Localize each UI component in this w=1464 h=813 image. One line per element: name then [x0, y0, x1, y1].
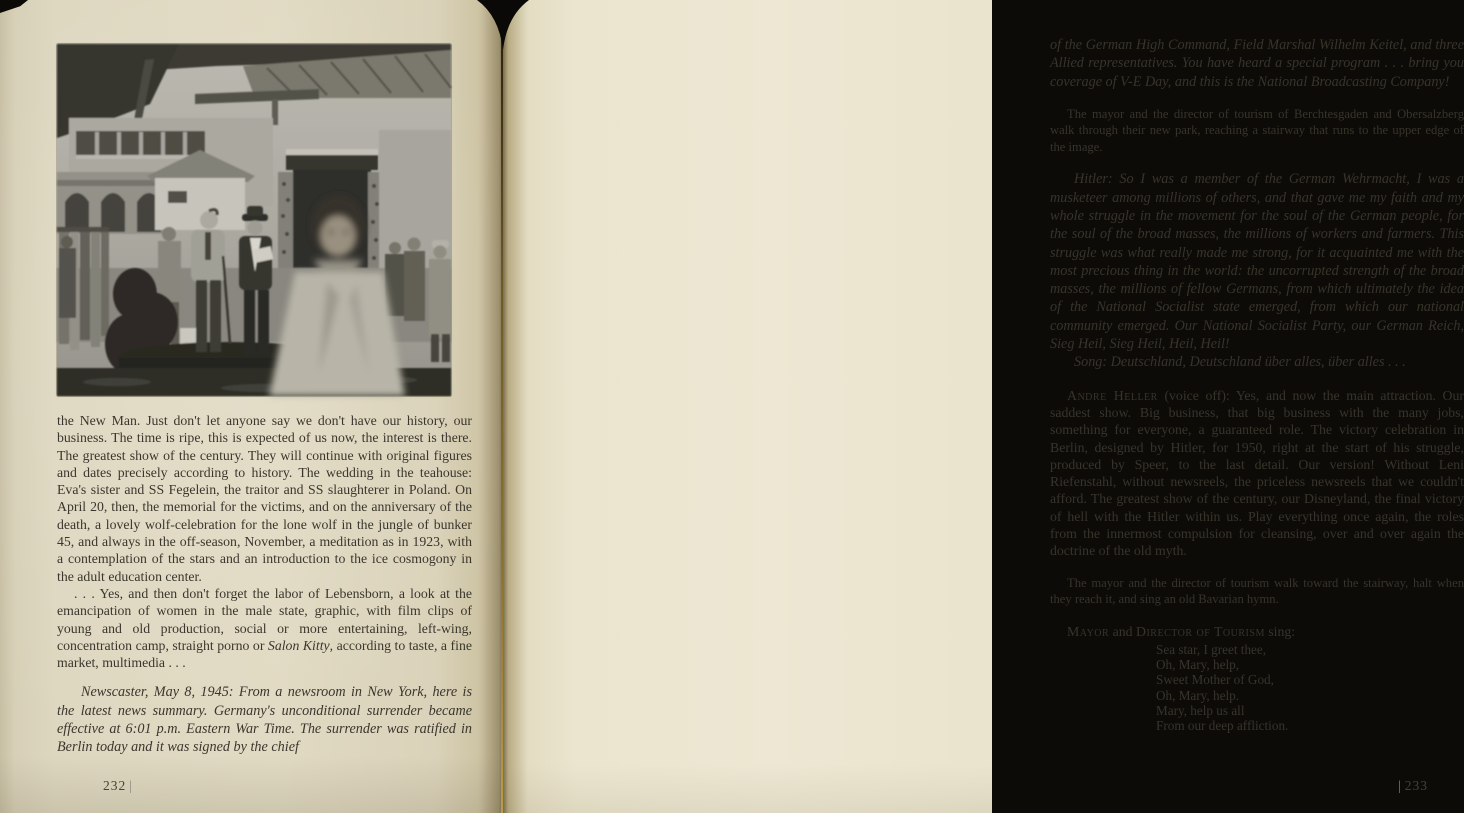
folio-number: 232	[103, 778, 127, 793]
lebensborn-text-after: , according to taste, a fine market, multimedia . . .	[57, 637, 472, 671]
stage-photo	[57, 44, 451, 396]
stage-direction-stairway: The mayor and the director of tourism walk toward the stairway, halt when they reach it, and sing an old Bavarian hymn.	[1050, 575, 1464, 607]
right-text-column	[1050, 36, 1464, 733]
gutter-line	[501, 0, 503, 813]
paragraph-lebensborn	[57, 585, 472, 671]
left-page	[0, 0, 502, 813]
speaker-director-of-tourism: Director of Tourism	[1136, 623, 1265, 639]
right-page-number	[1395, 778, 1428, 794]
folio-separator: |	[1398, 778, 1402, 793]
stage-photo-art	[57, 44, 451, 396]
speaker-andre-heller: Andre Heller	[1067, 387, 1158, 403]
sing-cue-line	[1050, 623, 1464, 640]
paragraph-hitler: Hitler: So I was a member of the German Wehrmacht, I was a musketeer among millions of others, and that gave me my faith and my whole struggle in the movement for the soul of the German people, for the soul of the broad masses, the millions of workers and farmers. This struggle was what really made me strong, for it acquainted me with the most precious thing in the world: the uncorrupted strength of the broad masses, the millions of fellow Germans, from which ultimately the idea of the National Socialist state emerged, from which our national community emerged. Our National Socialist Party, our German Reich, Sieg Heil, Sieg Heil, Heil, Heil!	[1050, 171, 1464, 353]
left-text-column	[57, 412, 472, 757]
speaker-mayor: Mayor	[1067, 623, 1110, 639]
sing-verb: sing:	[1268, 623, 1296, 639]
hymn-line: Sea star, I greet thee,	[1156, 641, 1267, 657]
left-page-number	[103, 778, 136, 794]
hymn-line: Sweet Mother of God,	[1156, 672, 1274, 688]
hymn-line: Oh, Mary, help,	[1156, 657, 1240, 673]
paragraph-newscaster-continued: of the German High Command, Field Marshal Wilhelm Keitel, and three Allied representatives. You have heard a special program . . . bring you coverage of V-E Day, and this is the National Broadcasting Company!	[1050, 37, 1464, 90]
right-page	[502, 0, 1464, 813]
heller-parenthetical: (voice off):	[1164, 387, 1230, 403]
hymn-verse	[1156, 642, 1464, 733]
stage-direction-walk: The mayor and the director of tourism of Berchtesgaden and Obersalzberg walk through their new park, reaching a stairway that runs to the upper edge of the image.	[1050, 106, 1464, 154]
gutter-top-notch	[477, 0, 529, 50]
hymn-line: From our deep affliction.	[1156, 717, 1289, 733]
sing-conjunction: and	[1112, 623, 1133, 639]
heller-speech: Yes, and now the main attraction. Our saddest show. Big business, that big business with the many jobs, something for everyone, a guaranteed role. The victory celebration in Berlin, designed by Hitler, for 1950, right at the start of his struggle, produced by Speer, to the last detail. Our version! Without Leni Riefenstahl, without newsreels, the priceless newsreels that we couldn't afford. The greatest show of the century, our Disneyland, the final victory of hell with the Hitler within us. Play everything once again, the roles from the innermost compulsion for cleansing, over and over again the doctrine of the old myth.	[1050, 387, 1464, 559]
book-title-salon-kitty: Salon Kitty	[267, 637, 330, 653]
folio-separator: |	[129, 778, 133, 793]
hymn-line: Oh, Mary, help.	[1156, 687, 1240, 703]
folio-number: 233	[1404, 778, 1428, 793]
lebensborn-text-before: . . . Yes, and then don't forget the labor of Lebensborn, a look at the emancipation of women in the male state, graphic, with film clips of young and old production, social or more entertaining, left-wing, concentration camp, straight porno or	[57, 585, 472, 653]
paragraph-andre-heller	[1050, 387, 1464, 560]
paragraph-newscaster: Newscaster, May 8, 1945: From a newsroom in New York, here is the latest news summary. Germany's unconditional surrender became effective at 6:01 p.m. Eastern War Time. The surrender was ratified in Berlin today and it was signed by the chief	[57, 684, 472, 756]
paragraph-song: Song: Deutschland, Deutschland über alles, über alles . . .	[1074, 354, 1406, 371]
hymn-line: Mary, help us all	[1156, 702, 1245, 718]
paragraph-new-man: the New Man. Just don't let anyone say we don't have our history, our business. The time is ripe, this is expected of us now, the interest is there. The greatest show of the century. They will continue with original figures and dates precisely according to history. The wedding in the teahouse: Eva's sister and SS Fegelein, the traitor and SS slaughterer in Poland. On April 20, then, the memorial for the victims, and on the anniversary of the death, a lovely wolf-celebration for the lone wolf in the jungle of bunker 45, and always in the off-season, November, a meditation as in 1923, with a contemplation of the stars and an introduction to the ice cosmogony in the adult education center.	[57, 413, 472, 584]
